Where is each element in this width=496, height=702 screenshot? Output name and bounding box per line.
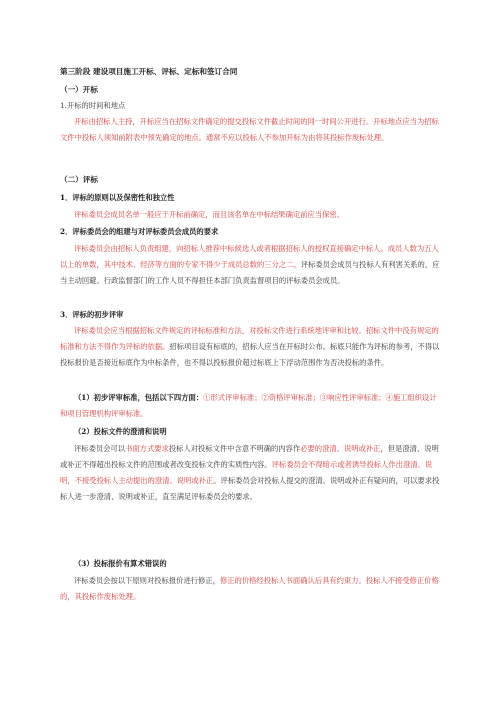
item-preliminary-criteria [60, 390, 440, 422]
clarify-text-1: 评标委员会可以 [74, 444, 126, 453]
arith-text-2: 修正的价格经投标人书面确认后具有约束力。投标人不接受修正价格的，其投标作废标处理。 [60, 576, 439, 601]
subheading-opening-time-place: 1.开标的时间和地点 [60, 101, 126, 110]
heading-arithmetic-errors: （3）投标报价有算术错误的 [74, 559, 167, 568]
section-heading-evaluation: （二）评标 [60, 175, 98, 184]
paragraph-confidentiality: 评标委员会成员名单一般应于开标前确定，而且该名单在中标结果确定前应当保密。 [74, 210, 344, 219]
paragraph-arithmetic-errors [60, 573, 440, 605]
paragraph-preliminary-review [60, 323, 440, 371]
paragraph-committee [60, 241, 440, 289]
heading-committee: 2．评标委员会的组建与对评标委员会成员的要求 [60, 227, 219, 236]
clarify-text-4: 必要的澄清、说明或补正 [300, 444, 381, 453]
section-heading-opening: （一）开标 [60, 85, 98, 94]
clarify-text-7: 。评标委员会对投标人提交的澄清、说明或补正有疑问的，可以要求投标人进一步澄清、说明或补正，直至满足评标委员会的要求。 [60, 476, 440, 501]
clarify-text-5: ，但是澄清、说明或补正不得超出投标文件的范围或者改变投标文件的实质性内容。 [60, 444, 439, 469]
paragraph-clarification [60, 441, 440, 505]
committee-rules-text: 评标委员会由招标人负责组建，向招标人推荐中标候选人或者根据招标人的授权直接确定中标人。成员人数为五人以上的单数，其中技术、经济等方面的专家不得少于成员总数的三分之二。 [60, 244, 439, 269]
document-title: 第三阶段 建设项目施工开标、评标、定标和签订合同 [60, 67, 238, 76]
reserve-price-text: 招标项目设有标底的，招标人应当在开标时公布。标底只能作为评标的参考，不得以投标报价是否接近标底作为中标条件，也不得以投标报价超过标底上下浮动范围作为否决投标的条件。 [60, 342, 440, 367]
clarify-text-6: 评标委员会不得暗示或者诱导投标人作出澄清、说明，不接受投标人主动提出的澄清、说明或补正 [60, 460, 433, 485]
heading-evaluation-principles: 1．评标的原则以及保密性和独立性 [60, 193, 175, 202]
arith-text-1: 评标委员会按以下原则对投标报价进行修正， [74, 576, 220, 585]
clarify-text-3: 投标人对投标文件中含意不明确的内容作 [168, 444, 301, 453]
heading-clarification: （2）投标文件的澄清和说明 [74, 427, 167, 436]
review-basis-text: 评标委员会应当根据招标文件规定的评标标准和方法，对投标文件进行系统地评审和比较。招标文件中没有规定的标准和方法不得作为评标的依据。 [60, 326, 439, 351]
clarify-text-2: 书面方式要求 [125, 444, 169, 453]
criteria-list: ①形式评审标准；②资格评审标准；③响应性评审标准；④施工组织设计和项目管理机构评审标准。 [60, 393, 437, 418]
committee-avoidance-text: 评标委员会成员与投标人有利害关系的，应当主动回避。行政监督部门的工作人员不得担任本部门负责监督项目的评标委员会成员。 [60, 260, 440, 285]
paragraph-opening: 开标由招标人主持，开标应当在招标文件确定的提交投标文件截止时间的同一时间公开进行。开标地点应当为招标文件中投标人须知前附表中预先确定的地点。通常不应以投标人不参加开标为由将其投标作废标处理。 [60, 117, 439, 142]
criteria-heading: （1）初步评审标准，包括以下四方面： [74, 393, 204, 402]
heading-preliminary-review: 3．评标的初步评审 [60, 310, 124, 319]
